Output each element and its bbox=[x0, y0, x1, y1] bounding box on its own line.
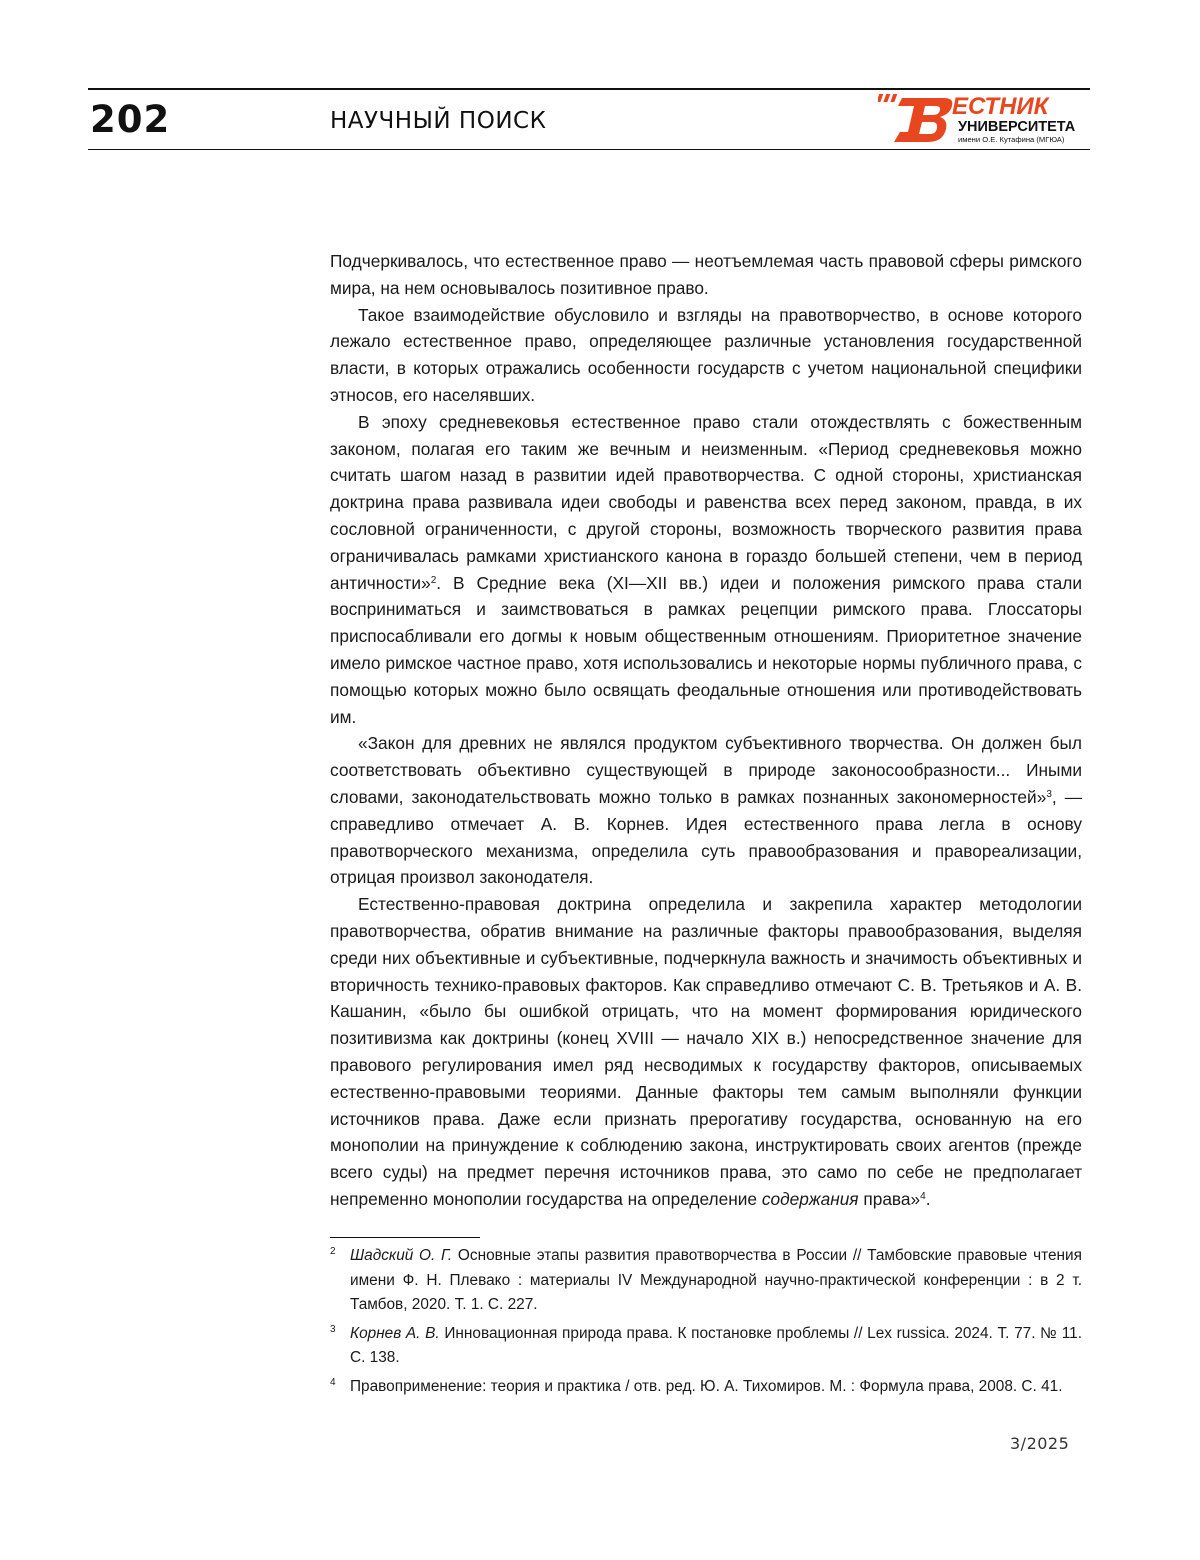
footnote-ref-2[interactable]: 2 bbox=[431, 575, 437, 586]
footnote-text: Корнев А. В. Инновационная природа права. К постановке проблемы // Lex russica. 2024. Т. 77. № 11. С. 138. bbox=[350, 1322, 1082, 1371]
footnotes bbox=[330, 1244, 1082, 1404]
footnote-text: Шадский О. Г. Основные этапы развития правотворчества в России // Тамбовские правовые чтения имени Ф. Н. Плевако : материалы IV Международной научно-практической конференции : в 2 т. Тамбов, 2020. Т. 1. С. 227. bbox=[350, 1244, 1082, 1318]
footnote-item bbox=[330, 1244, 1082, 1318]
article-body bbox=[330, 248, 1082, 1213]
logo-speed-lines-icon bbox=[878, 94, 897, 102]
footnote-number: 4 bbox=[330, 1375, 350, 1400]
issue-number: 3/2025 bbox=[1010, 1434, 1069, 1453]
page-number: 202 bbox=[90, 98, 170, 141]
footnote-separator bbox=[330, 1237, 480, 1238]
footnote-number: 3 bbox=[330, 1322, 350, 1371]
logo-line2-text: УНИВЕРСИТЕТА bbox=[958, 119, 1076, 135]
logo-line3-text: имени О.Е. Кутафина (МГЮА) bbox=[958, 135, 1065, 144]
footnote-author: Корнев А. В. bbox=[350, 1325, 440, 1342]
header-top-rule bbox=[88, 88, 1090, 90]
logo-big-text: ЕСТНИК bbox=[952, 93, 1051, 120]
footnote-text: Правоприменение: теория и практика / отв. ред. Ю. А. Тихомиров. М. : Формула права, 2008. С. 41. bbox=[350, 1375, 1082, 1400]
logo-v-mark-icon bbox=[894, 98, 952, 142]
paragraph-1: Подчеркивалось, что естественное право — неотъемлемая часть правовой сферы римского мира, на нем основывалось позитивное право. bbox=[330, 248, 1082, 302]
footnote-author: Шадский О. Г. bbox=[350, 1247, 452, 1264]
paragraph-5: Естественно-правовая доктрина определила и закрепила характер методологии правотворчества, обратив внимание на различные факторы правообразования, выделяя среди них объективные и субъективные, подчеркнула важность и значимость объективных и вторичность технико-правовых факторов. Как справедливо отмечают С. В. Третьяков и А. В. Кашанин, «было бы ошибкой отрицать, что на момент формирования юридического позитивизма как доктрины (конец XVIII — начало XIX в.) непосредственное значение для правового регулирования имел ряд несводимых к государству факторов, описываемых естественно-правовыми теориями. Данные факторы тем самым выполняли функции источников права. Даже если признать прерогативу государства, основанную на его монополии на принуждение к соблюдению закона, инструктировать своих агентов (прежде всего суды) на предмет перечня источников права, это само по себе не предполагает непременно монополии государства на определение содержания права»4. bbox=[330, 891, 1082, 1213]
paragraph-2: Такое взаимодействие обусловило и взгляды на правотворчество, в основе которого лежало естественное право, определяющее различные установления государственной власти, в которых отражались особенности государств с учетом национальной специфики этносов, его населявших. bbox=[330, 302, 1082, 409]
italic-emphasis: содержания bbox=[762, 1189, 859, 1209]
footnote-ref-3[interactable]: 3 bbox=[1046, 789, 1052, 800]
footnote-item bbox=[330, 1322, 1082, 1371]
footnote-ref-4[interactable]: 4 bbox=[920, 1191, 926, 1202]
journal-logo bbox=[878, 92, 1084, 146]
section-title: НАУЧНЫЙ ПОИСК bbox=[330, 108, 546, 134]
footnote-number: 2 bbox=[330, 1244, 350, 1318]
paragraph-3: В эпоху средневековья естественное право стали отождествлять с божественным законом, полагая его таким же вечным и неизменным. «Период средневековья можно считать шагом назад в развитии идей правотворчества. С одной стороны, христианская доктрина права развивала идеи свободы и равенства всех перед законом, правда, в их сословной ограниченности, с другой стороны, возможность творческого развития права ограничивалась рамками христианского канона в гораздо большей степени, чем в период античности»2. В Средние века (XI—XII вв.) идеи и положения римского права стали восприниматься и заимствоваться в рамках рецепции римского права. Глоссаторы приспосабливали его догмы к новым общественным отношениям. Приоритетное значение имело римское частное право, хотя использовались и некоторые нормы публичного права, с помощью которых можно было освящать феодальные отношения или противодействовать им. bbox=[330, 409, 1082, 731]
header-bottom-rule bbox=[88, 149, 1090, 150]
footnote-item bbox=[330, 1375, 1082, 1400]
paragraph-4: «Закон для древних не являлся продуктом субъективного творчества. Он должен был соответствовать объективно существующей в природе законосообразности... Иными словами, законодательствовать можно только в рамках познанных закономерностей»3, — справедливо отмечает А. В. Корнев. Идея естественного права легла в основу правотворческого механизма, определила суть правообразования и правореализации, отрицая произвол законодателя. bbox=[330, 730, 1082, 891]
